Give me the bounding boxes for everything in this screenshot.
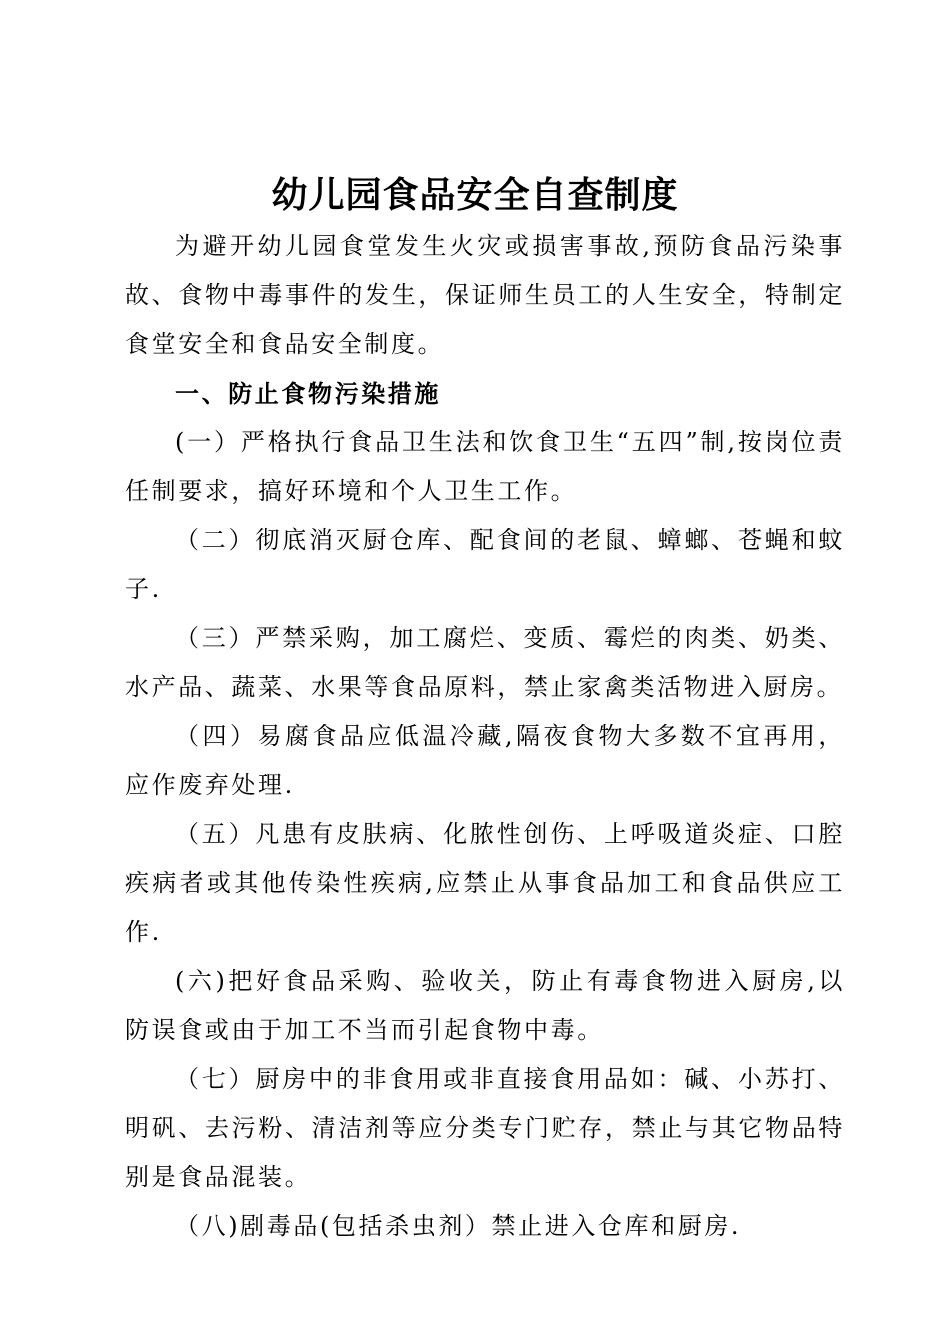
clause-1: (一）严格执行食品卫生法和饮食卫生“五四”制,按岗位责任制要求，搞好环境和个人卫生工作。 (125, 428, 845, 505)
intro-paragraph: 为避开幼儿园食堂发生火灾或损害事故,预防食品污染事故、食物中毒事件的发生，保证师生员工的人生安全，特制定食堂安全和食品安全制度。 (125, 232, 845, 358)
clause-3: （三）严禁采购，加工腐烂、变质、霉烂的肉类、奶类、水产品、蔬菜、水果等食品原料，禁止家禽类活物进入厨房。 (125, 624, 845, 701)
clause-5: （五）凡患有皮肤病、化脓性创伤、上呼吸道炎症、口腔疾病者或其他传染性疾病,应禁止从事食品加工和食品供应工作. (125, 820, 845, 946)
clause-4: （四）易腐食品应低温冷藏,隔夜食物大多数不宜再用，应作废弃处理. (125, 722, 845, 799)
section-heading: 一、防止食物污染措施 (175, 379, 441, 408)
clause-6: (六)把好食品采购、验收关，防止有毒食物进入厨房,以防误食或由于加工不当而引起食物中毒。 (125, 967, 845, 1044)
document-body (125, 222, 845, 1251)
clause-7: （七）厨房中的非食用或非直接食用品如：碱、小苏打、明矾、去污粉、清洁剂等应分类专门贮存，禁止与其它物品特别是食品混装。 (125, 1065, 845, 1191)
clause-2: （二）彻底消灭厨仓库、配食间的老鼠、蟑螂、苍蝇和蚊子. (125, 526, 845, 603)
clause-8: （八)剧毒品(包括杀虫剂）禁止进入仓库和厨房. (175, 1212, 742, 1240)
document-title: 幼儿园食品安全自查制度 (271, 174, 679, 216)
